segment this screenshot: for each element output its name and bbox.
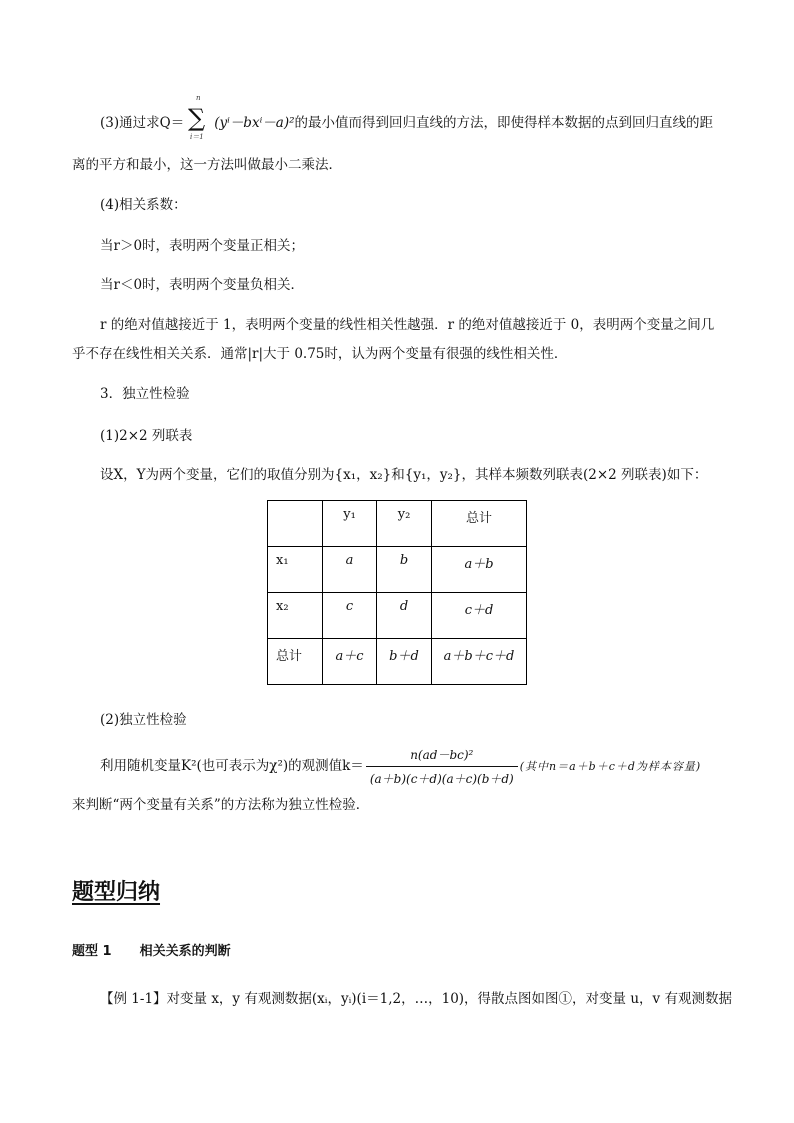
formula-suffix: (其中n＝a＋b＋c＋d为样本容量) <box>519 760 702 773</box>
fraction-denominator: (a＋b)(c＋d)(a＋c)(b＋d) <box>369 772 514 786</box>
table-cell: b＋d <box>377 639 432 685</box>
table-cell: c＋d <box>432 593 527 639</box>
table-cell: c <box>323 593 377 639</box>
chi-square-fraction <box>366 746 518 787</box>
table-cell: y₂ <box>377 501 432 547</box>
paragraph-3-expr: (yⁱ－bxⁱ－a)² <box>214 115 295 131</box>
independence-test-title: (2)独立性检验 <box>100 712 187 728</box>
fraction-numerator: n(ad－bc)² <box>366 746 518 767</box>
table-row <box>268 547 527 593</box>
section-3-title: 3．独立性检验 <box>100 386 190 402</box>
table-cell <box>268 501 323 547</box>
chi-square-formula-line <box>100 746 701 787</box>
question-type-label: 题型 1 <box>72 944 112 959</box>
table-cell: x₂ <box>268 593 323 639</box>
table-cell: a＋b＋c＋d <box>432 639 527 685</box>
positive-correlation-line: 当r＞0时，表明两个变量正相关； <box>100 238 305 254</box>
sum-lower-limit: i＝1 <box>190 133 204 141</box>
paragraph-3-line-2: 离的平方和最小，这一方法叫做最小二乘法． <box>72 157 342 173</box>
paragraph-4-title: (4)相关系数： <box>100 197 187 213</box>
table-cell: 总计 <box>432 501 527 547</box>
table-row <box>268 639 527 685</box>
table-header-row <box>268 501 527 547</box>
contingency-table <box>267 500 527 685</box>
contingency-table-title: (1)2×2 列联表 <box>100 428 193 444</box>
example-1-1-line: 【例 1-1】对变量 x，y 有观测数据(xᵢ，yᵢ)(i＝1,2，…，10)，得散点图如图①，对变量 u，v 有观测数据 <box>100 991 732 1007</box>
abs-value-line-2: 乎不存在线性相关关系．通常|r|大于 0.75时，认为两个变量有很强的线性相关性． <box>72 346 568 362</box>
table-cell: d <box>377 593 432 639</box>
paragraph-3-rest: 的最小值而得到回归直线的方法，即使得样本数据的点到回归直线的距 <box>294 115 714 131</box>
table-cell: a＋b <box>432 547 527 593</box>
table-cell: a <box>323 547 377 593</box>
table-cell: 总计 <box>268 639 323 685</box>
independence-test-conclusion: 来判断“两个变量有关系”的方法称为独立性检验． <box>72 797 370 813</box>
table-row <box>268 593 527 639</box>
question-type-title: 相关关系的判断 <box>139 944 231 959</box>
section-heading: 题型归纳 <box>72 880 161 905</box>
sigma-symbol: ∑ <box>188 104 206 132</box>
question-type-heading <box>72 940 231 959</box>
formula-prefix: 利用随机变量K²(也可表示为χ²)的观测值k＝ <box>100 758 364 774</box>
table-cell: x₁ <box>268 547 323 593</box>
sum-upper-limit: n <box>196 94 201 102</box>
paragraph-3-prefix: (3)通过求Q＝ <box>100 115 185 131</box>
contingency-table-description: 设X，Y为两个变量，它们的取值分别为{x₁，x₂}和{y₁，y₂}，其样本频数列联表(2×2 列联表)如下： <box>100 467 708 483</box>
table-cell: y₁ <box>323 501 377 547</box>
negative-correlation-line: 当r＜0时，表明两个变量负相关． <box>100 277 305 293</box>
paragraph-3-line-1 <box>100 111 713 131</box>
abs-value-line-1: r 的绝对值越接近于 1，表明两个变量的线性相关性越强．r 的绝对值越接近于 0，表明两个变量之间几 <box>100 317 715 333</box>
table-cell: b <box>377 547 432 593</box>
table-cell: a＋c <box>323 639 377 685</box>
